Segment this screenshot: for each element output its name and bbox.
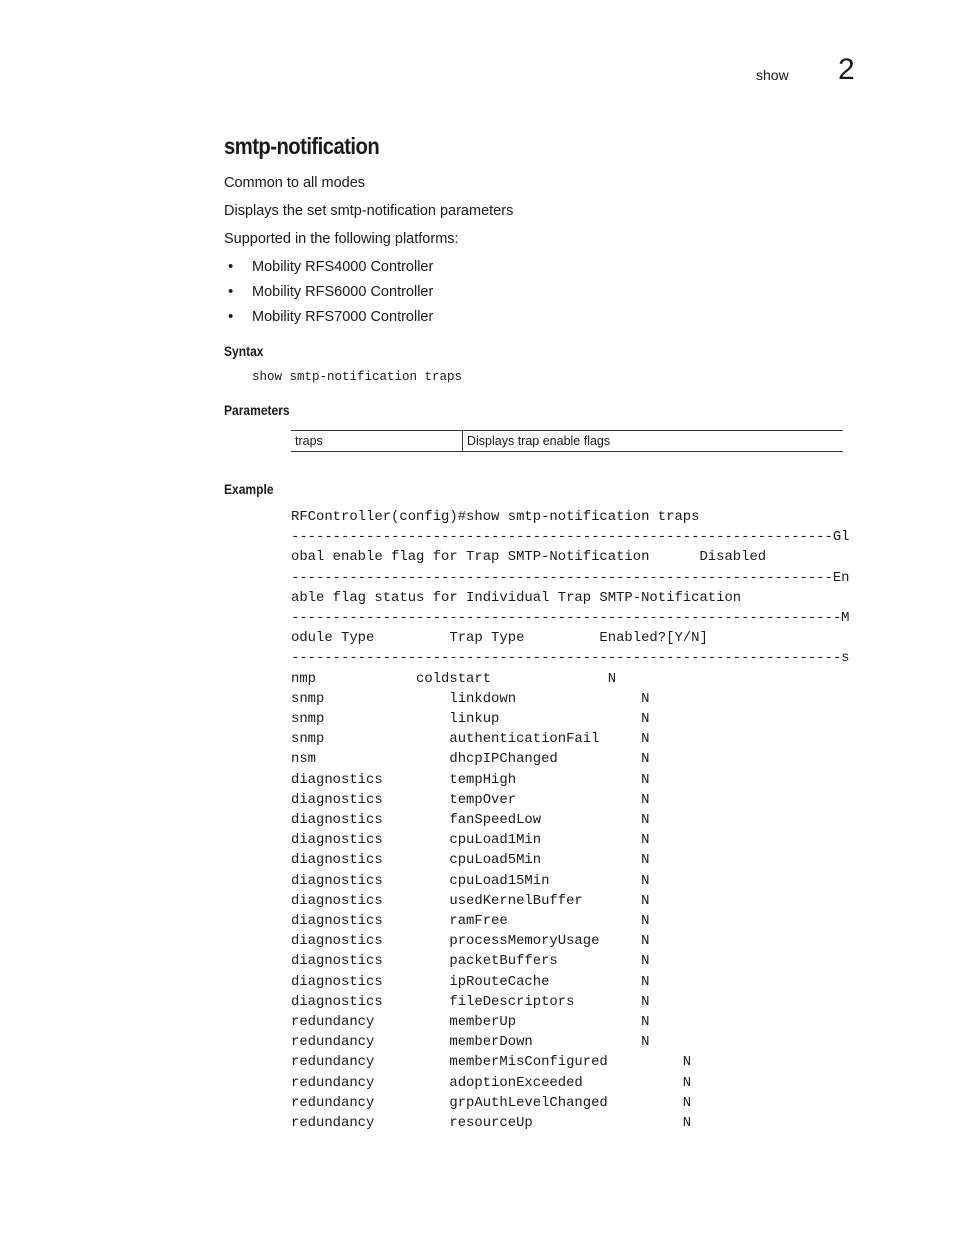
syntax-heading: Syntax [224,343,264,359]
code-line: odule Type Trap Type Enabled?[Y/N] [291,630,708,647]
example-output [291,507,850,1133]
code-line: -----------------------------------------------------------------En [291,569,850,586]
code-line: ------------------------------------------------------------------s [291,650,850,667]
running-header-chapter-number: 2 [838,53,855,86]
parameters-heading: Parameters [224,402,290,418]
command-mode: Common to all modes [224,175,366,191]
list-item: • Mobility RFS7000 Controller [224,308,433,333]
code-line: diagnostics usedKernelBuffer N [291,892,650,909]
code-line: snmp authenticationFail N [291,731,650,748]
code-line: ------------------------------------------------------------------M [291,610,850,627]
page-title: smtp-notification [224,133,380,159]
code-line: redundancy grpAuthLevelChanged N [291,1094,692,1111]
code-line: diagnostics tempOver N [291,791,650,808]
code-line: diagnostics fileDescriptors N [291,993,650,1010]
code-line: RFController(config)#show smtp-notification traps [291,509,700,525]
code-line: diagnostics cpuLoad5Min N [291,852,650,869]
list-item: • Mobility RFS4000 Controller [224,258,433,283]
parameter-description: Displays trap enable flags [463,431,844,452]
supported-platforms-intro: Supported in the following platforms: [224,231,459,247]
code-line: -----------------------------------------------------------------Gl [291,529,850,546]
table-row [291,431,843,452]
code-line: redundancy memberUp N [291,1014,650,1031]
code-line: diagnostics packetBuffers N [291,953,650,970]
syntax-command: show smtp-notification traps [252,370,463,384]
code-line: obal enable flag for Trap SMTP-Notification Disabled [291,549,767,566]
code-line: redundancy memberMisConfigured N [291,1054,692,1071]
parameters-table [291,430,843,452]
example-heading: Example [224,481,274,497]
code-line: redundancy adoptionExceeded N [291,1074,692,1091]
code-line: diagnostics ramFree N [291,913,650,930]
code-line: diagnostics processMemoryUsage N [291,933,650,950]
code-line: diagnostics cpuLoad1Min N [291,832,650,849]
code-line: diagnostics tempHigh N [291,771,650,788]
code-line: snmp linkdown N [291,690,650,707]
list-item: • Mobility RFS6000 Controller [224,283,433,308]
code-line: nsm dhcpIPChanged N [291,751,650,768]
code-line: snmp linkup N [291,711,650,728]
code-line: diagnostics fanSpeedLow N [291,812,650,829]
code-line: able flag status for Individual Trap SMTP-Notification [291,589,742,606]
code-line: diagnostics cpuLoad15Min N [291,872,650,889]
running-header-section: show [756,67,789,83]
code-line: redundancy resourceUp N [291,1115,692,1132]
command-description: Displays the set smtp-notification parameters [224,203,514,219]
code-line: redundancy memberDown N [291,1034,650,1051]
code-line: nmp coldstart N [291,670,617,687]
platform-list [224,258,433,333]
parameter-name: traps [291,431,463,452]
code-line: diagnostics ipRouteCache N [291,973,650,990]
